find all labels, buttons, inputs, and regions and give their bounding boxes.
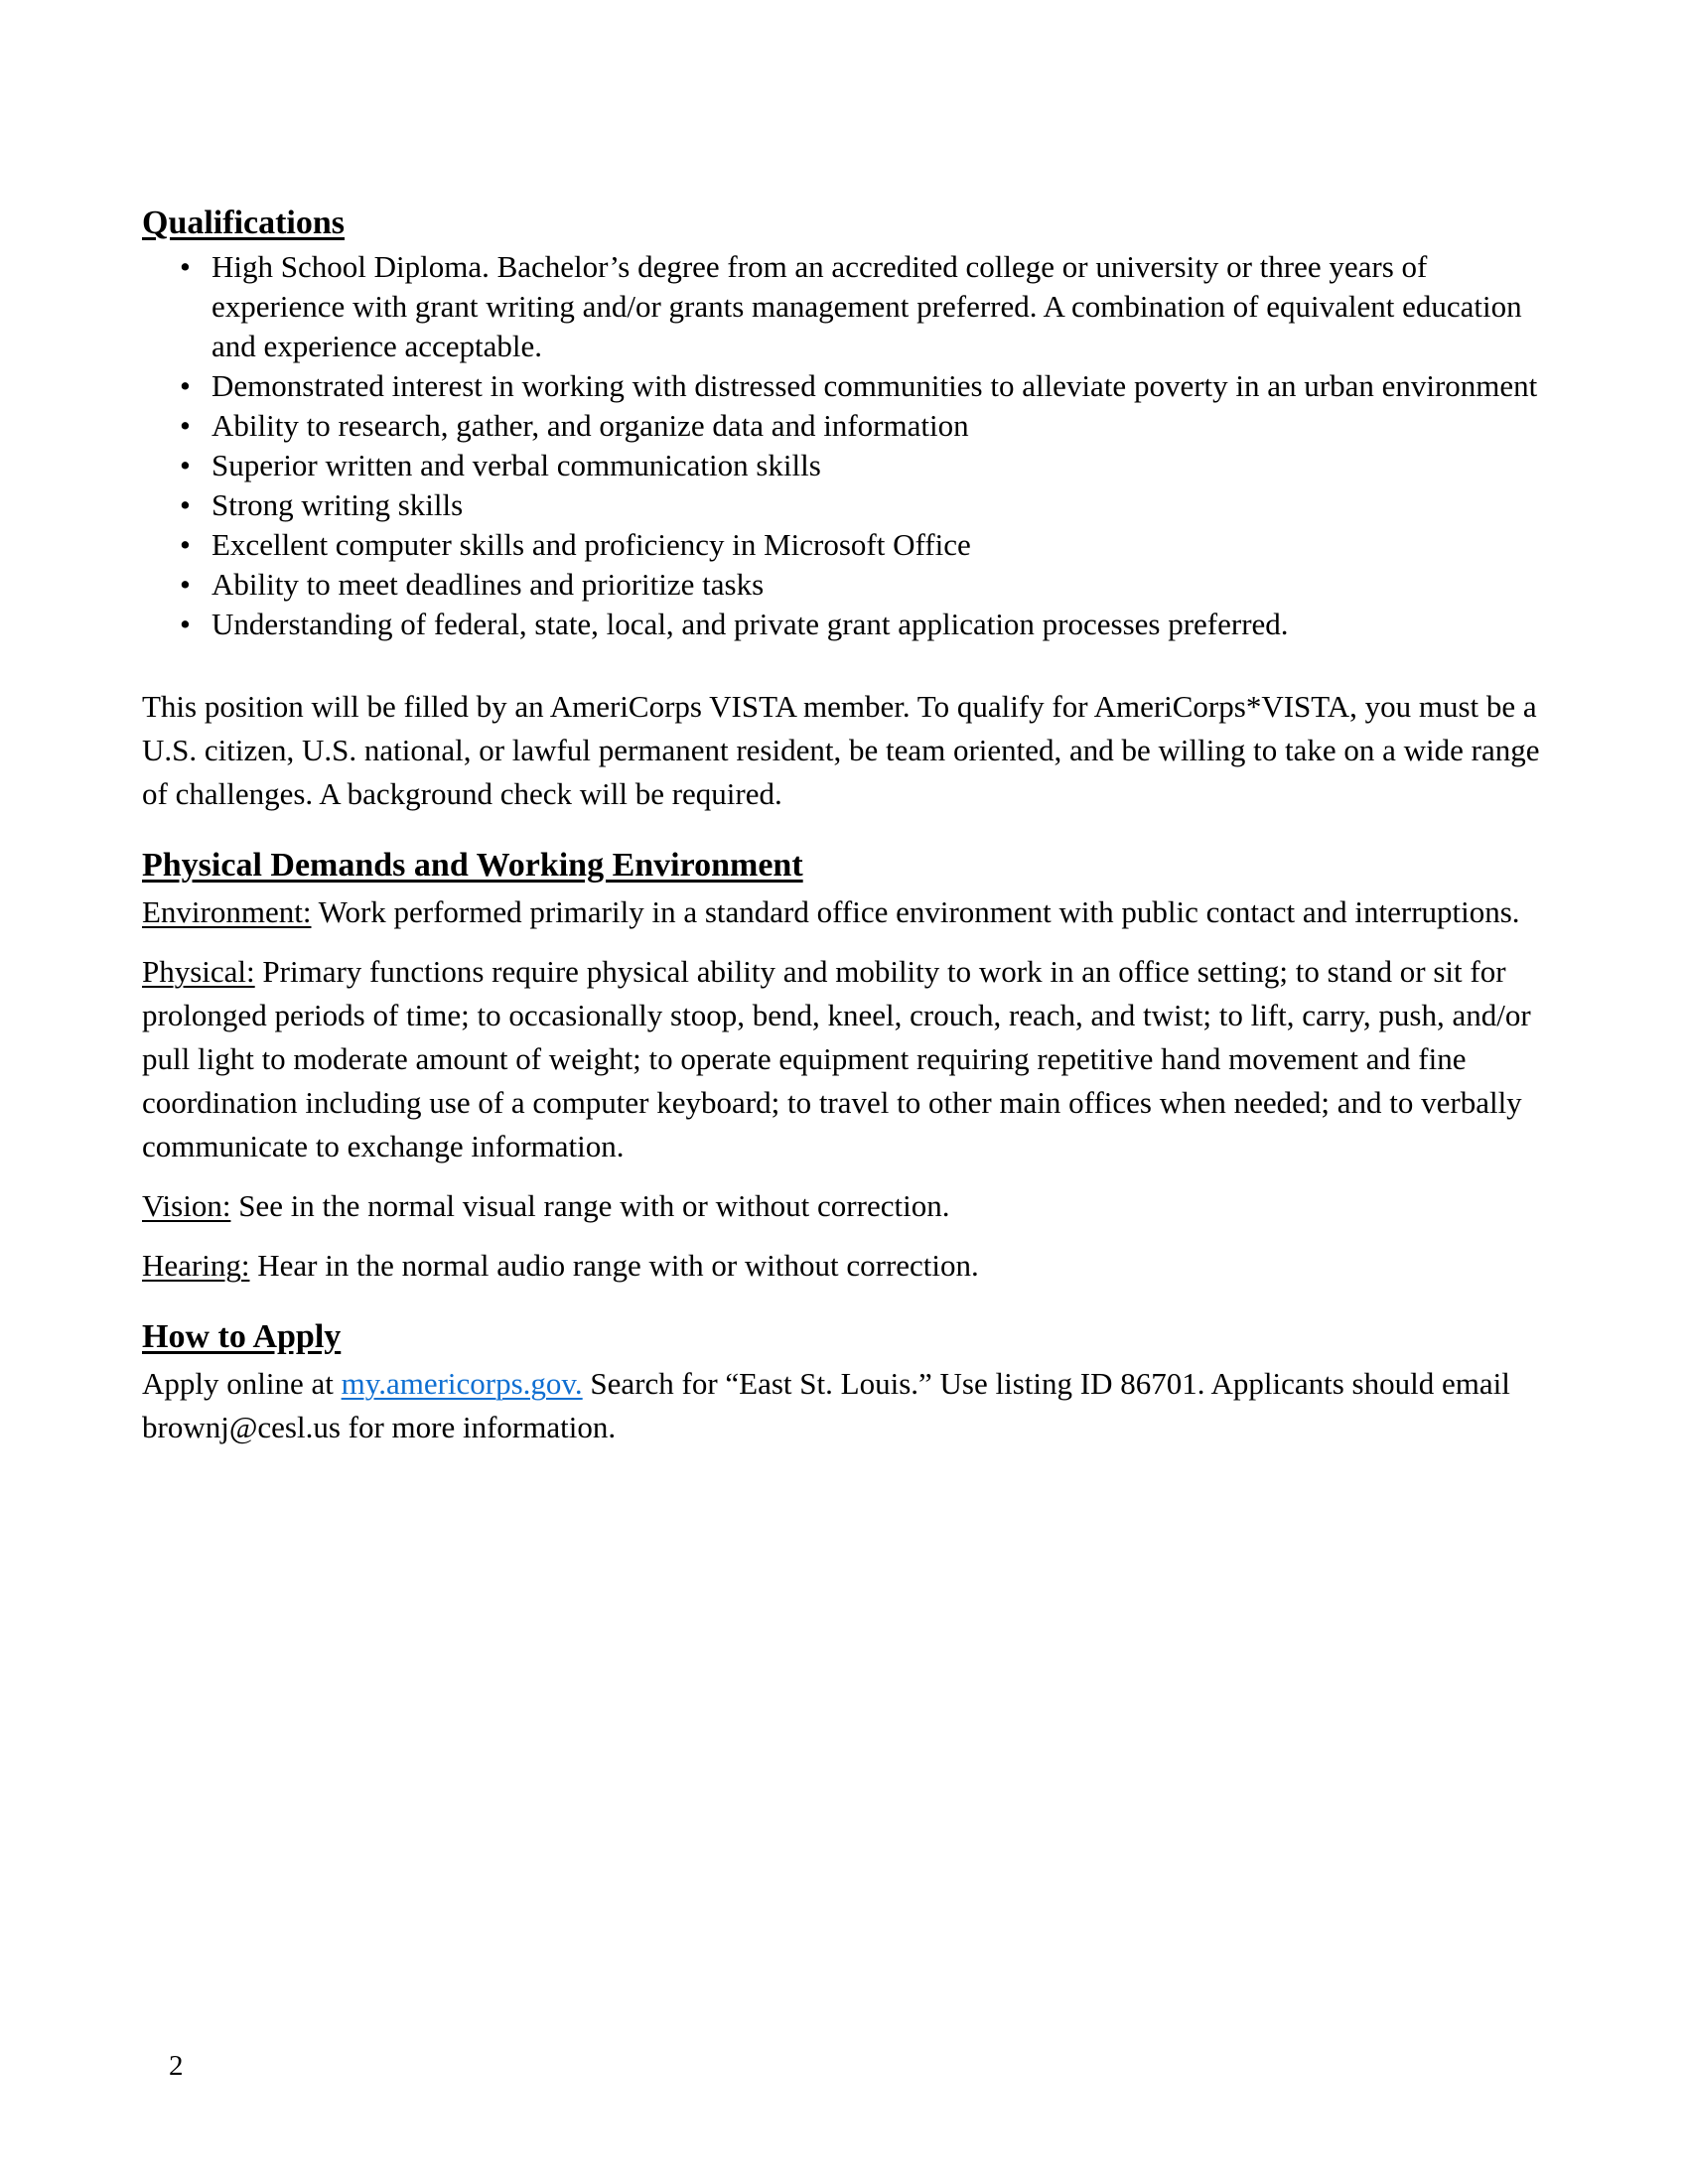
vision-label: Vision: <box>142 1188 231 1223</box>
list-item: • Excellent computer skills and proficiency in Microsoft Office <box>142 525 1549 565</box>
apply-text-before: Apply online at <box>142 1366 342 1401</box>
list-item: • Strong writing skills <box>142 485 1549 525</box>
qualifications-heading: Qualifications <box>142 205 346 241</box>
hearing-text: Hear in the normal audio range with or without correction. <box>249 1248 979 1283</box>
americorps-link[interactable]: my.americorps.gov. <box>341 1366 583 1401</box>
qualifications-list <box>142 247 1549 644</box>
physical-demands-heading: Physical Demands and Working Environment <box>142 847 803 884</box>
physical-label: Physical: <box>142 954 255 989</box>
physical-paragraph <box>142 950 1549 1168</box>
hearing-label: Hearing: <box>142 1248 250 1283</box>
vision-text: See in the normal visual range with or without correction. <box>230 1188 950 1223</box>
vision-paragraph <box>142 1184 1549 1228</box>
apply-paragraph <box>142 1362 1549 1449</box>
environment-label: Environment: <box>142 894 312 929</box>
vista-paragraph: This position will be filled by an AmeriCorps VISTA member. To qualify for AmeriCorps*VISTA, you must be a U.S. citizen, U.S. national, or lawful permanent resident, be team oriented, and be willing to take on a wide range of challenges. A background check will be required. <box>142 689 1540 811</box>
list-item: • Superior written and verbal communication skills <box>142 446 1549 485</box>
physical-text: Primary functions require physical ability and mobility to work in an office setting; to stand or sit for prolonged periods of time; to occasionally stoop, bend, kneel, crouch, reach, and twist; to lift, carry, push, and/or pull light to moderate amount of weight; to operate equipment requiring repetitive hand movement and fine coordination including use of a computer keyboard; to travel to other main offices when needed; and to verbally communicate to exchange information. <box>142 954 1531 1163</box>
page-number: 2 <box>169 2050 184 2082</box>
how-to-apply-heading: How to Apply <box>142 1318 342 1355</box>
environment-text: Work performed primarily in a standard office environment with public contact and interruptions. <box>311 894 1520 929</box>
list-item: • Ability to meet deadlines and prioritize tasks <box>142 565 1549 605</box>
list-item: • Demonstrated interest in working with distressed communities to alleviate poverty in an urban environment <box>142 366 1549 406</box>
hearing-paragraph <box>142 1244 1549 1288</box>
apply-text-after: Search for “East St. Louis.” Use listing ID 86701. Applicants should email brownj@cesl.us for more information. <box>142 1366 1510 1444</box>
list-item: • High School Diploma. Bachelor’s degree from an accredited college or university or three years of experience with grant writing and/or grants management preferred. A combination of equivalent education and experience acceptable. <box>142 247 1549 366</box>
list-item: • Understanding of federal, state, local, and private grant application processes preferred. <box>142 605 1549 644</box>
environment-paragraph <box>142 890 1549 934</box>
list-item: • Ability to research, gather, and organize data and information <box>142 406 1549 446</box>
